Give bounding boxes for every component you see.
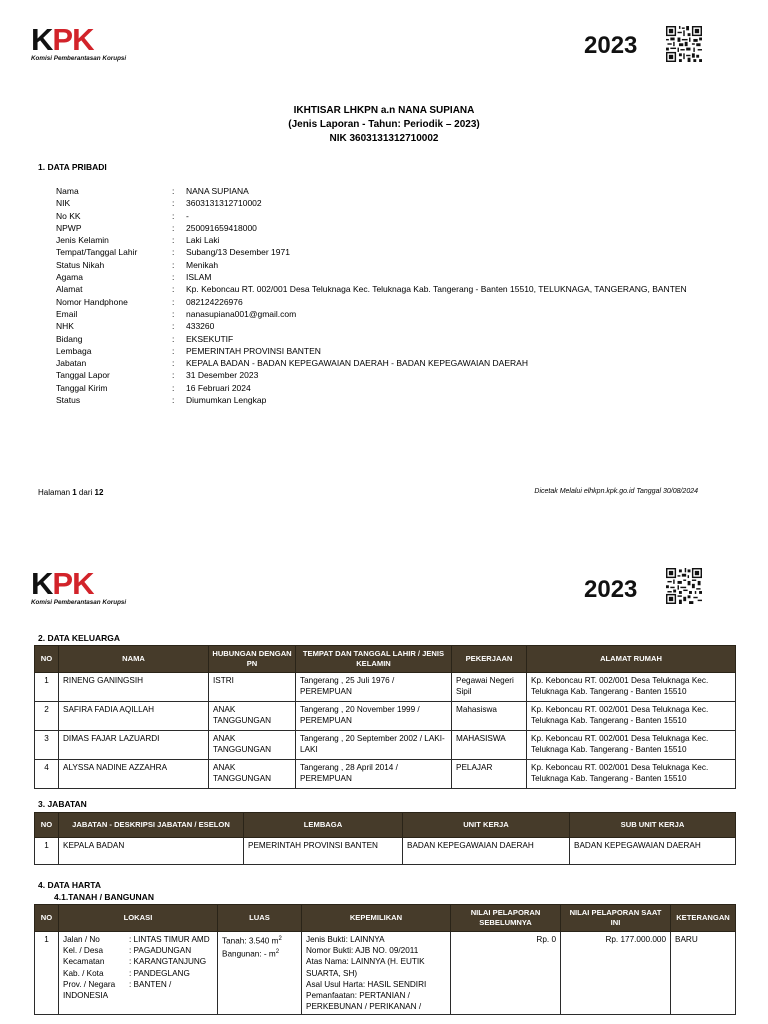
column-header: LUAS bbox=[218, 905, 302, 932]
personal-data-row bbox=[56, 222, 746, 234]
personal-data-label: Alamat bbox=[56, 284, 83, 295]
logo-subtitle: Komisi Pemberantasan Korupsi bbox=[31, 55, 127, 62]
table-cell: RINENG GANINGSIH bbox=[59, 673, 209, 702]
personal-data-label: NIK bbox=[56, 198, 71, 209]
logo-letter-k: K bbox=[31, 22, 53, 57]
personal-data-label: Bidang bbox=[56, 333, 83, 344]
page-prefix: Halaman bbox=[38, 488, 73, 497]
table-cell: Tangerang , 25 Juli 1976 / PEREMPUAN bbox=[296, 673, 452, 702]
personal-data-list bbox=[56, 185, 746, 406]
table-row bbox=[35, 932, 736, 1015]
lokasi-line bbox=[63, 979, 213, 990]
column-header: NAMA bbox=[59, 646, 209, 673]
table-row bbox=[35, 702, 736, 731]
personal-data-value: NANA SUPIANA bbox=[186, 186, 249, 196]
section-heading-jabatan: 3. JABATAN bbox=[38, 799, 87, 809]
table-cell: Kp. Keboncau RT. 002/001 Desa Teluknaga Kec. Teluknaga Kab. Tangerang - Banten 15510 bbox=[527, 760, 736, 789]
column-header: JABATAN - DESKRIPSI JABATAN / ESELON bbox=[59, 813, 244, 838]
column-header: TEMPAT DAN TANGGAL LAHIR / JENIS KELAMIN bbox=[296, 646, 452, 673]
page-current: 1 bbox=[72, 488, 77, 497]
report-year-page-2: 2023 bbox=[584, 576, 638, 603]
table-row bbox=[35, 838, 736, 865]
personal-data-colon: : bbox=[172, 186, 175, 196]
table-row bbox=[35, 760, 736, 789]
column-header: UNIT KERJA bbox=[403, 813, 570, 838]
lokasi-value: : BANTEN / bbox=[129, 979, 172, 989]
kepemilikan-line: Pemanfaatan: PERTANIAN / PERKEBUNAN / PERIKANAN / bbox=[306, 991, 422, 1012]
table-cell: Tangerang , 20 September 2002 / LAKI-LAKI bbox=[296, 731, 452, 760]
page-separator bbox=[0, 528, 768, 548]
personal-data-value: 433260 bbox=[186, 321, 215, 332]
lokasi-key: Kab. / Kota bbox=[63, 968, 104, 978]
table-row bbox=[35, 673, 736, 702]
cell-lokasi bbox=[59, 932, 218, 1015]
personal-data-label: Nomor Handphone bbox=[56, 296, 128, 307]
personal-data-value: KEPALA BADAN - BADAN KEPEGAWAIAN DAERAH - BADAN KEPEGAWAIAN DAERAH bbox=[186, 358, 528, 369]
personal-data-label: Jabatan bbox=[56, 358, 87, 369]
personal-data-row bbox=[56, 382, 746, 394]
column-header: NILAI PELAPORAN SEBELUMNYA bbox=[451, 905, 561, 932]
title-line-2: (Jenis Laporan - Tahun: Periodik – 2023) bbox=[288, 119, 480, 130]
table-cell: BADAN KEPEGAWAIAN DAERAH bbox=[570, 838, 736, 865]
table-cell: 4 bbox=[35, 760, 59, 789]
personal-data-label: Nama bbox=[56, 186, 79, 196]
report-title bbox=[0, 104, 768, 146]
personal-data-row bbox=[56, 320, 746, 332]
column-header: ALAMAT RUMAH bbox=[527, 646, 736, 673]
column-header: NO bbox=[35, 646, 59, 673]
lokasi-value: : LINTAS TIMUR AMD bbox=[129, 935, 210, 944]
title-line-1: IKHTISAR LHKPN a.n NANA SUPIANA bbox=[293, 105, 475, 116]
personal-data-colon: : bbox=[172, 308, 175, 319]
family-table bbox=[34, 645, 736, 789]
table-cell: ANAK TANGGUNGAN bbox=[209, 731, 296, 760]
table-cell: ISTRI bbox=[209, 673, 296, 702]
personal-data-colon: : bbox=[172, 358, 175, 369]
lokasi-key: Kecamatan bbox=[63, 957, 105, 967]
personal-data-value: Laki Laki bbox=[186, 235, 220, 246]
table-cell: 3 bbox=[35, 731, 59, 760]
print-info: Dicetak Melalui elhkpn.kpk.go.id Tanggal 30/08/2024 bbox=[534, 488, 698, 495]
table-cell: KEPALA BADAN bbox=[59, 838, 244, 865]
personal-data-colon: : bbox=[172, 284, 175, 295]
lokasi-line bbox=[63, 934, 213, 945]
table-cell: 2 bbox=[35, 702, 59, 731]
cell-keterangan: BARU bbox=[671, 932, 736, 1015]
column-header: NILAI PELAPORAN SAAT INI bbox=[561, 905, 671, 932]
personal-data-value: Menikah bbox=[186, 259, 219, 270]
table-cell: Kp. Keboncau RT. 002/001 Desa Teluknaga Kec. Teluknaga Kab. Tangerang - Banten 15510 bbox=[527, 702, 736, 731]
land-building-table bbox=[34, 904, 736, 1015]
personal-data-colon: : bbox=[172, 210, 175, 221]
table-cell: ANAK TANGGUNGAN bbox=[209, 702, 296, 731]
lokasi-key: Kel. / Desa bbox=[63, 946, 104, 956]
column-header: HUBUNGAN DENGAN PN bbox=[209, 646, 296, 673]
table-row bbox=[35, 731, 736, 760]
qr-code-icon bbox=[664, 26, 704, 62]
personal-data-row bbox=[56, 333, 746, 345]
lokasi-value: : KARANGTANJUNG bbox=[129, 957, 207, 967]
personal-data-colon: : bbox=[172, 333, 175, 344]
lokasi-value: : PANDEGLANG bbox=[129, 968, 190, 978]
luas-tanah bbox=[222, 934, 297, 947]
personal-data-row bbox=[56, 296, 746, 308]
column-header: LOKASI bbox=[59, 905, 218, 932]
personal-data-value: 3603131312710002 bbox=[186, 198, 262, 209]
column-header: KEPEMILIKAN bbox=[302, 905, 451, 932]
lokasi-line bbox=[63, 968, 213, 979]
kepemilikan-line: Atas Nama: LAINNYA (H. EUTIK SUARTA, SH) bbox=[306, 957, 425, 978]
personal-data-label: Tanggal Kirim bbox=[56, 382, 108, 393]
personal-data-value: Subang/13 Desember 1971 bbox=[186, 247, 290, 258]
personal-data-row bbox=[56, 394, 746, 406]
logo-subtitle: Komisi Pemberantasan Korupsi bbox=[31, 599, 127, 606]
personal-data-value: nanasupiana001@gmail.com bbox=[186, 308, 297, 319]
table-cell: Tangerang , 28 April 2014 / PEREMPUAN bbox=[296, 760, 452, 789]
table-cell: PELAJAR bbox=[452, 760, 527, 789]
personal-data-row bbox=[56, 357, 746, 369]
table-cell: Pegawai Negeri Sipil bbox=[452, 673, 527, 702]
personal-data-row bbox=[56, 259, 746, 271]
personal-data-label: Lembaga bbox=[56, 345, 92, 356]
personal-data-colon: : bbox=[172, 222, 175, 233]
luas-bangunan-unit-sup: 2 bbox=[275, 948, 280, 955]
column-header: NO bbox=[35, 905, 59, 932]
personal-data-label: Email bbox=[56, 308, 78, 319]
personal-data-row bbox=[56, 185, 746, 197]
table-header-row bbox=[35, 813, 736, 838]
personal-data-colon: : bbox=[172, 247, 175, 258]
lokasi-key: Jalan / No bbox=[63, 935, 100, 944]
personal-data-colon: : bbox=[172, 296, 175, 307]
lokasi-tail: INDONESIA bbox=[63, 991, 109, 1001]
luas-bangunan bbox=[222, 947, 297, 960]
personal-data-value: ISLAM bbox=[186, 272, 212, 283]
personal-data-label: No KK bbox=[56, 210, 81, 221]
report-page-2 bbox=[0, 548, 768, 1024]
personal-data-row bbox=[56, 308, 746, 320]
personal-data-colon: : bbox=[172, 321, 175, 332]
position-table bbox=[34, 812, 736, 865]
personal-data-label: Status Nikah bbox=[56, 259, 105, 270]
column-header: SUB UNIT KERJA bbox=[570, 813, 736, 838]
qr-code-icon bbox=[664, 568, 704, 604]
personal-data-row bbox=[56, 271, 746, 283]
luas-tanah-unit-sup: 2 bbox=[278, 936, 282, 942]
personal-data-row bbox=[56, 345, 746, 357]
column-header: LEMBAGA bbox=[244, 813, 403, 838]
personal-data-colon: : bbox=[172, 259, 175, 270]
personal-data-row bbox=[56, 197, 746, 209]
table-cell: ALYSSA NADINE AZZAHRA bbox=[59, 760, 209, 789]
personal-data-colon: : bbox=[172, 345, 175, 356]
page-total: 12 bbox=[94, 488, 104, 497]
personal-data-colon: : bbox=[172, 382, 175, 393]
logo-letter-k: K bbox=[31, 566, 53, 601]
personal-data-value: EKSEKUTIF bbox=[186, 333, 234, 344]
personal-data-colon: : bbox=[172, 235, 175, 246]
section-heading-data-pribadi: 1. DATA PRIBADI bbox=[38, 162, 107, 172]
lokasi-line bbox=[63, 956, 213, 967]
personal-data-row bbox=[56, 246, 746, 258]
lokasi-key: Prov. / Negara bbox=[63, 979, 116, 989]
luas-tanah-text: Tanah: 3.540 m bbox=[222, 936, 279, 946]
kpk-logo bbox=[31, 22, 143, 62]
lokasi-value: : PAGADUNGAN bbox=[129, 946, 192, 956]
luas-bangunan-text: Bangunan: - m bbox=[222, 949, 276, 959]
table-cell: 1 bbox=[35, 838, 59, 865]
cell-nilai-sebelumnya: Rp. 0 bbox=[451, 932, 561, 1015]
personal-data-colon: : bbox=[172, 198, 175, 209]
table-header-row bbox=[35, 646, 736, 673]
kpk-logo-page-2 bbox=[31, 566, 143, 606]
table-cell: BADAN KEPEGAWAIAN DAERAH bbox=[403, 838, 570, 865]
table-cell: 1 bbox=[35, 673, 59, 702]
row-number: 1 bbox=[35, 932, 59, 1015]
table-header-row bbox=[35, 905, 736, 932]
table-cell: Mahasiswa bbox=[452, 702, 527, 731]
table-cell: Tangerang , 20 November 1999 / PEREMPUAN bbox=[296, 702, 452, 731]
personal-data-row bbox=[56, 234, 746, 246]
column-header: PEKERJAAN bbox=[452, 646, 527, 673]
personal-data-value: - bbox=[186, 210, 189, 221]
personal-data-colon: : bbox=[172, 370, 175, 381]
report-year: 2023 bbox=[584, 32, 638, 59]
logo-letters-pk: PK bbox=[52, 566, 94, 601]
personal-data-label: Tanggal Lapor bbox=[56, 370, 110, 381]
personal-data-value: 31 Desember 2023 bbox=[186, 370, 259, 381]
personal-data-row bbox=[56, 369, 746, 381]
personal-data-value: 250091659418000 bbox=[186, 222, 257, 233]
table-cell: SAFIRA FADIA AQILLAH bbox=[59, 702, 209, 731]
subsection-heading-tanah-bangunan: 4.1.TANAH / BANGUNAN bbox=[54, 892, 154, 902]
column-header: NO bbox=[35, 813, 59, 838]
table-cell: PEMERINTAH PROVINSI BANTEN bbox=[244, 838, 403, 865]
personal-data-row bbox=[56, 283, 746, 295]
personal-data-row bbox=[56, 210, 746, 222]
section-heading-data-harta: 4. DATA HARTA bbox=[38, 880, 101, 890]
personal-data-value: 16 Februari 2024 bbox=[186, 382, 251, 393]
kepemilikan-line: Asal Usul Harta: HASIL SENDIRI bbox=[306, 979, 427, 989]
personal-data-colon: : bbox=[172, 395, 175, 406]
logo-letters-pk: PK bbox=[52, 22, 94, 57]
cell-kepemilikan bbox=[302, 932, 451, 1015]
page-number bbox=[38, 488, 103, 497]
table-cell: Kp. Keboncau RT. 002/001 Desa Teluknaga Kec. Teluknaga Kab. Tangerang - Banten 15510 bbox=[527, 731, 736, 760]
personal-data-label: Jenis Kelamin bbox=[56, 235, 109, 246]
kepemilikan-line: Jenis Bukti: LAINNYA bbox=[306, 935, 385, 944]
column-header: KETERANGAN bbox=[671, 905, 736, 932]
personal-data-label: Agama bbox=[56, 272, 83, 283]
lokasi-line bbox=[63, 945, 213, 956]
table-cell: Kp. Keboncau RT. 002/001 Desa Teluknaga Kec. Teluknaga Kab. Tangerang - Banten 15510 bbox=[527, 673, 736, 702]
personal-data-label: NHK bbox=[56, 321, 74, 332]
personal-data-value: Diumumkan Lengkap bbox=[186, 395, 267, 406]
table-cell: ANAK TANGGUNGAN bbox=[209, 760, 296, 789]
personal-data-label: NPWP bbox=[56, 222, 82, 233]
table-cell: MAHASISWA bbox=[452, 731, 527, 760]
section-heading-data-keluarga: 2. DATA KELUARGA bbox=[38, 633, 121, 643]
kepemilikan-line: Nomor Bukti: AJB NO. 09/2011 bbox=[306, 946, 419, 956]
personal-data-value: 082124226976 bbox=[186, 296, 243, 307]
personal-data-value: PEMERINTAH PROVINSI BANTEN bbox=[186, 345, 321, 356]
page-middle: dari bbox=[76, 488, 95, 497]
table-cell: DIMAS FAJAR LAZUARDI bbox=[59, 731, 209, 760]
personal-data-colon: : bbox=[172, 272, 175, 283]
cell-luas bbox=[218, 932, 302, 1015]
cell-nilai-saat-ini: Rp. 177.000.000 bbox=[561, 932, 671, 1015]
personal-data-value: Kp. Keboncau RT. 002/001 Desa Teluknaga Kec. Teluknaga Kab. Tangerang - Banten 15510, TELUKNAGA, TANGERANG, BANTEN bbox=[186, 284, 687, 295]
title-line-3: NIK 3603131312710002 bbox=[329, 133, 439, 144]
personal-data-label: Status bbox=[56, 395, 81, 406]
personal-data-label: Tempat/Tanggal Lahir bbox=[56, 247, 138, 258]
